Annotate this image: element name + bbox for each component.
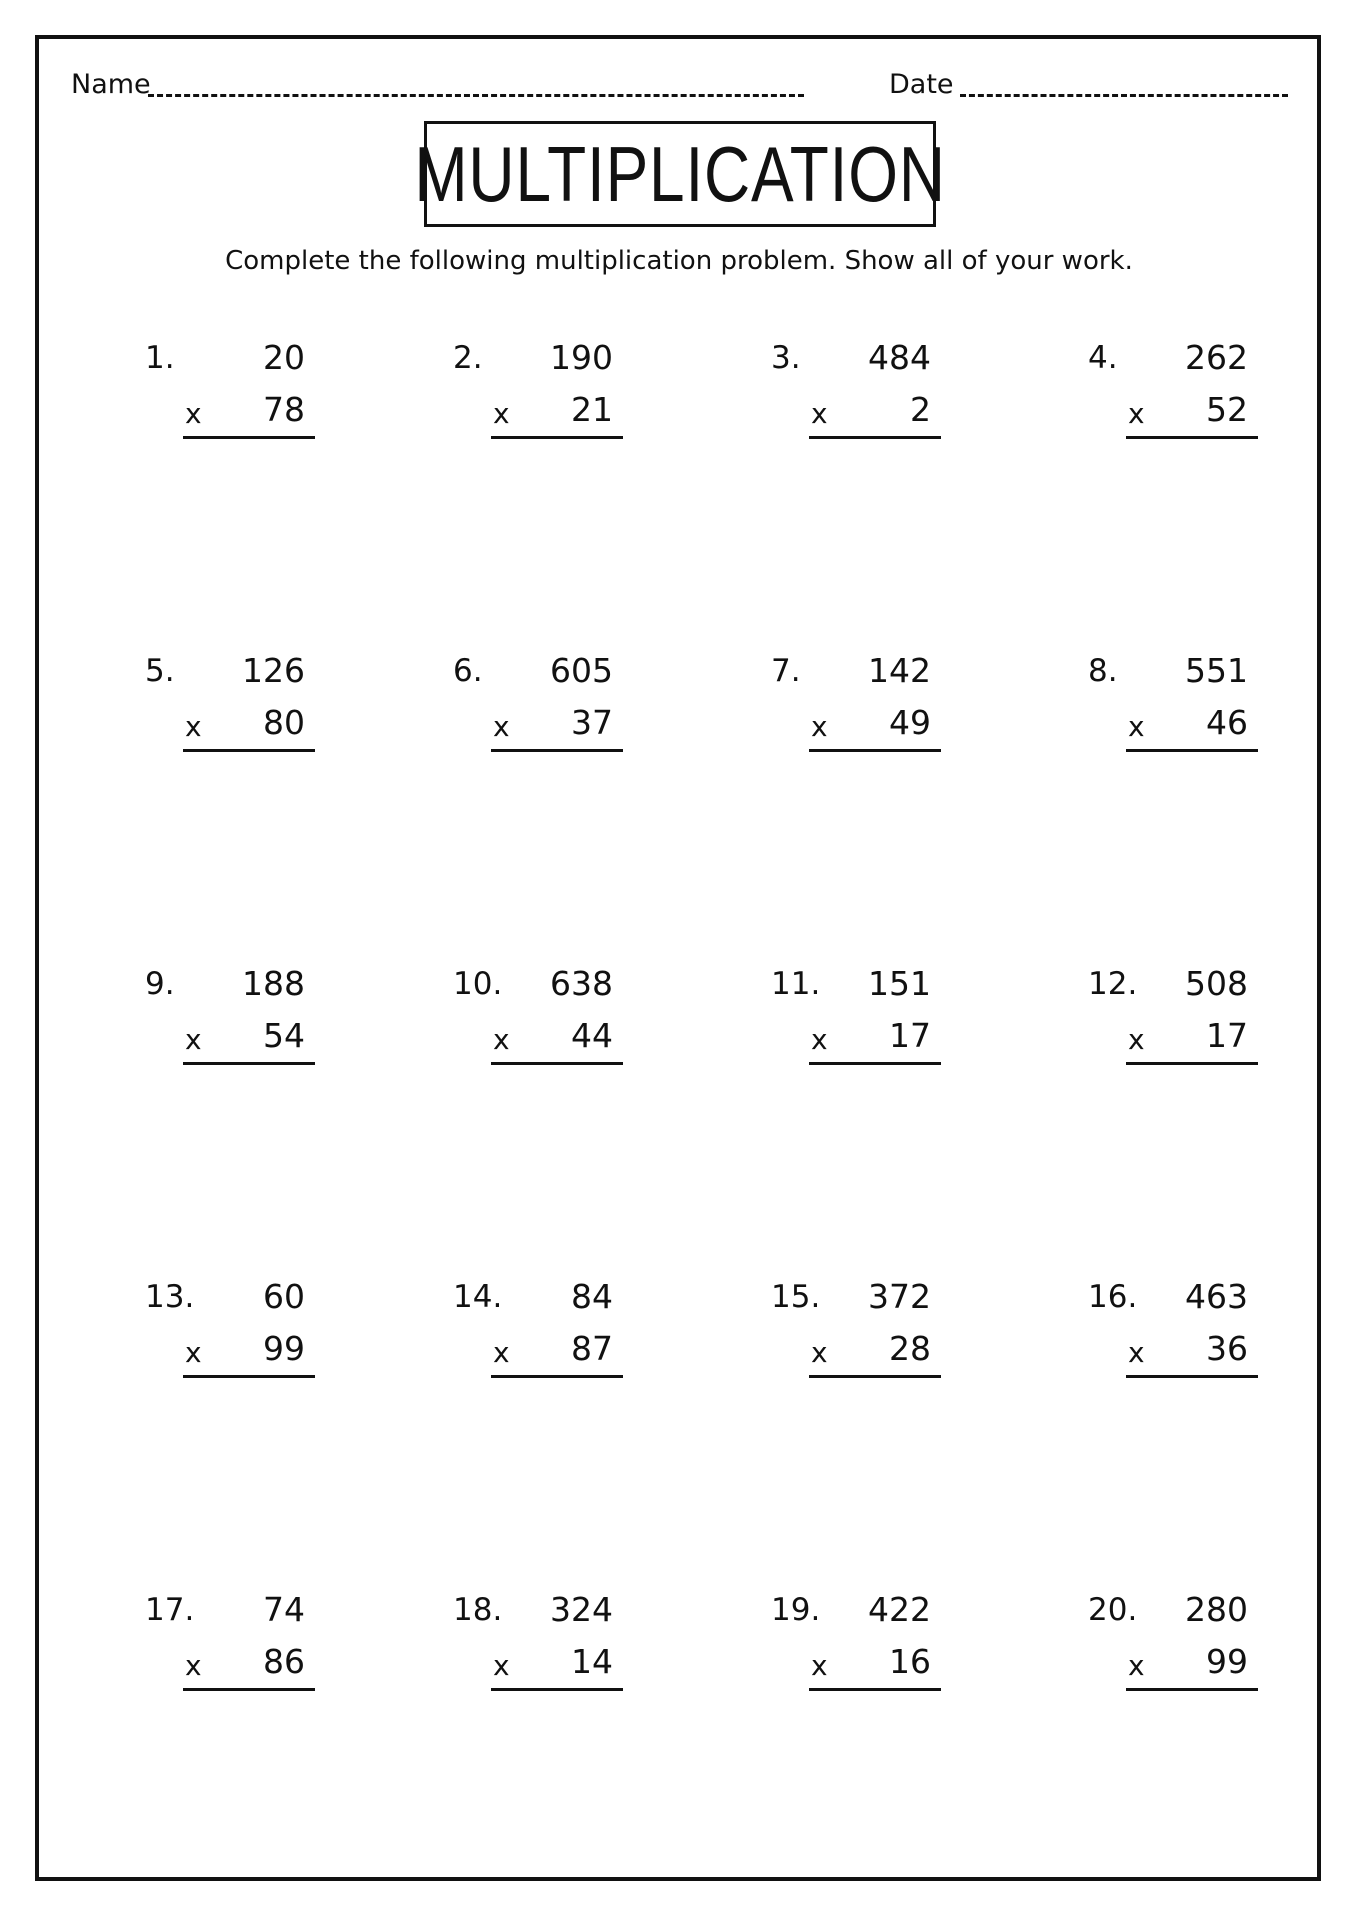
problem-number: 5.	[145, 653, 175, 689]
times-sign: x	[1128, 397, 1145, 430]
instructions: Complete the following multiplication problem. Show all of your work.	[225, 246, 1133, 276]
multiplier: 49	[889, 703, 931, 742]
problem-number: 8.	[1088, 653, 1118, 689]
times-sign: x	[811, 397, 828, 430]
problem-number: 6.	[453, 653, 483, 689]
problem-number: 1.	[145, 340, 175, 376]
problem-1	[145, 338, 305, 458]
multiplier: 17	[1206, 1016, 1248, 1055]
times-sign: x	[811, 1336, 828, 1369]
answer-line	[809, 436, 941, 439]
problem-number: 13.	[145, 1279, 195, 1315]
multiplier: 99	[263, 1329, 305, 1368]
answer-line	[183, 1062, 315, 1065]
answer-line	[491, 749, 623, 752]
multiplicand: 508	[1185, 964, 1248, 1003]
problem-13	[145, 1277, 305, 1397]
answer-line	[809, 1688, 941, 1691]
problem-number: 3.	[771, 340, 801, 376]
answer-line	[1126, 749, 1258, 752]
multiplicand: 324	[550, 1590, 613, 1629]
problem-number: 20.	[1088, 1592, 1138, 1628]
multiplier: 87	[571, 1329, 613, 1368]
times-sign: x	[493, 397, 510, 430]
multiplier: 16	[889, 1642, 931, 1681]
multiplicand: 463	[1185, 1277, 1248, 1316]
multiplicand: 638	[550, 964, 613, 1003]
name-label: Name	[71, 69, 151, 100]
times-sign: x	[493, 1023, 510, 1056]
multiplicand: 372	[868, 1277, 931, 1316]
multiplicand: 126	[242, 651, 305, 690]
problem-9	[145, 964, 305, 1084]
problem-number: 9.	[145, 966, 175, 1002]
answer-line	[491, 1062, 623, 1065]
times-sign: x	[185, 1336, 202, 1369]
answer-line	[491, 1688, 623, 1691]
multiplier: 78	[263, 390, 305, 429]
multiplier: 80	[263, 703, 305, 742]
problem-3	[771, 338, 931, 458]
multiplicand: 605	[550, 651, 613, 690]
problem-number: 16.	[1088, 1279, 1138, 1315]
problem-number: 12.	[1088, 966, 1138, 1002]
problem-number: 2.	[453, 340, 483, 376]
answer-line	[809, 1375, 941, 1378]
problem-8	[1088, 651, 1248, 771]
answer-line	[1126, 436, 1258, 439]
problem-4	[1088, 338, 1248, 458]
answer-line	[809, 1062, 941, 1065]
multiplicand: 262	[1185, 338, 1248, 377]
problem-15	[771, 1277, 931, 1397]
multiplier: 2	[910, 390, 931, 429]
answer-line	[1126, 1375, 1258, 1378]
problem-7	[771, 651, 931, 771]
answer-line	[809, 749, 941, 752]
problem-6	[453, 651, 613, 771]
multiplier: 52	[1206, 390, 1248, 429]
times-sign: x	[185, 710, 202, 743]
answer-line	[183, 749, 315, 752]
multiplier: 14	[571, 1642, 613, 1681]
multiplier: 46	[1206, 703, 1248, 742]
multiplier: 21	[571, 390, 613, 429]
problem-11	[771, 964, 931, 1084]
page-title: MULTIPLICATION	[414, 129, 946, 218]
problem-19	[771, 1590, 931, 1710]
multiplicand: 422	[868, 1590, 931, 1629]
multiplier: 99	[1206, 1642, 1248, 1681]
multiplicand: 84	[571, 1277, 613, 1316]
problem-number: 14.	[453, 1279, 503, 1315]
multiplier: 36	[1206, 1329, 1248, 1368]
problem-5	[145, 651, 305, 771]
times-sign: x	[185, 1023, 202, 1056]
times-sign: x	[811, 1649, 828, 1682]
problem-12	[1088, 964, 1248, 1084]
multiplicand: 20	[263, 338, 305, 377]
times-sign: x	[185, 397, 202, 430]
problem-number: 11.	[771, 966, 821, 1002]
multiplicand: 151	[868, 964, 931, 1003]
problem-number: 10.	[453, 966, 503, 1002]
multiplicand: 280	[1185, 1590, 1248, 1629]
problem-number: 18.	[453, 1592, 503, 1628]
multiplicand: 484	[868, 338, 931, 377]
problem-number: 4.	[1088, 340, 1118, 376]
times-sign: x	[811, 1023, 828, 1056]
date-label: Date	[889, 69, 954, 100]
date-field[interactable]	[960, 94, 1288, 97]
problem-16	[1088, 1277, 1248, 1397]
multiplier: 54	[263, 1016, 305, 1055]
problem-number: 17.	[145, 1592, 195, 1628]
multiplier: 37	[571, 703, 613, 742]
times-sign: x	[1128, 1023, 1145, 1056]
times-sign: x	[1128, 1336, 1145, 1369]
times-sign: x	[1128, 1649, 1145, 1682]
problem-2	[453, 338, 613, 458]
multiplicand: 188	[242, 964, 305, 1003]
times-sign: x	[493, 710, 510, 743]
answer-line	[183, 1375, 315, 1378]
times-sign: x	[185, 1649, 202, 1682]
answer-line	[491, 1375, 623, 1378]
title-box	[414, 121, 946, 227]
problem-18	[453, 1590, 613, 1710]
problem-number: 15.	[771, 1279, 821, 1315]
answer-line	[491, 436, 623, 439]
problem-17	[145, 1590, 305, 1710]
problem-10	[453, 964, 613, 1084]
multiplicand: 60	[263, 1277, 305, 1316]
answer-line	[183, 436, 315, 439]
answer-line	[183, 1688, 315, 1691]
name-field[interactable]	[148, 94, 804, 97]
multiplier: 86	[263, 1642, 305, 1681]
times-sign: x	[1128, 710, 1145, 743]
times-sign: x	[493, 1649, 510, 1682]
multiplier: 17	[889, 1016, 931, 1055]
multiplier: 44	[571, 1016, 613, 1055]
multiplicand: 74	[263, 1590, 305, 1629]
multiplicand: 190	[550, 338, 613, 377]
problem-14	[453, 1277, 613, 1397]
times-sign: x	[493, 1336, 510, 1369]
multiplicand: 142	[868, 651, 931, 690]
answer-line	[1126, 1062, 1258, 1065]
problem-20	[1088, 1590, 1248, 1710]
times-sign: x	[811, 710, 828, 743]
answer-line	[1126, 1688, 1258, 1691]
multiplier: 28	[889, 1329, 931, 1368]
multiplicand: 551	[1185, 651, 1248, 690]
problem-number: 7.	[771, 653, 801, 689]
problem-number: 19.	[771, 1592, 821, 1628]
